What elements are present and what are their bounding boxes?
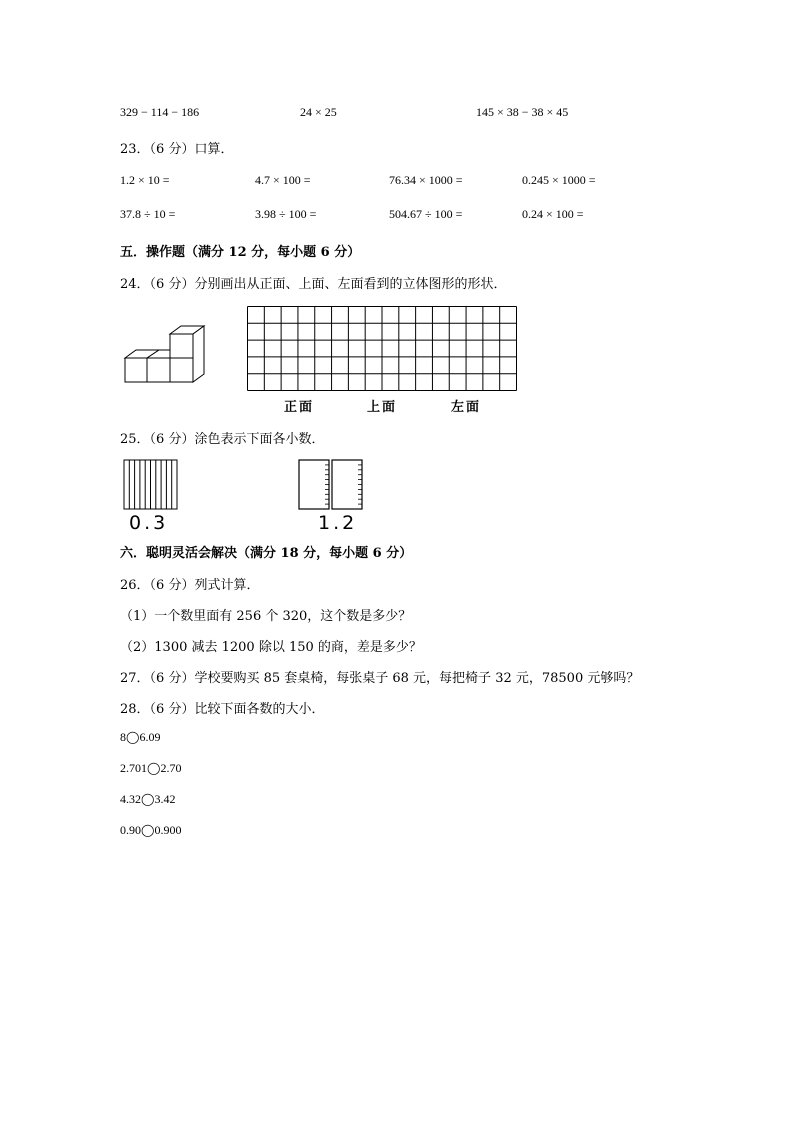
decimal-rect-1-2: [298, 459, 366, 511]
decimal-bar-0-3: [123, 459, 179, 511]
compare-row-1: [120, 730, 160, 745]
compare-right: 2.70: [160, 761, 182, 775]
compare-right: 0.900: [154, 823, 182, 837]
compare-left: 0.90: [120, 823, 141, 837]
q23-r1-c4: 0.245 × 1000 =: [522, 173, 596, 187]
compare-left: 4.32: [120, 792, 141, 806]
expression-2: 24 × 25: [300, 105, 337, 119]
compare-row-3: [120, 792, 175, 807]
compare-circle[interactable]: ◯: [141, 792, 155, 806]
question-28-title: 28．（6 分）比较下面各数的大小．: [120, 702, 325, 717]
q23-r2-c2: 3.98 ÷ 100 =: [255, 207, 317, 221]
expression-1: 329 − 114 − 186: [120, 105, 200, 119]
label-top-view: 上面: [367, 400, 398, 415]
compare-left: 8: [120, 730, 126, 744]
q23-r1-c1: 1.2 × 10 =: [120, 173, 170, 187]
question-26-title: 26．（6 分）列式计算．: [120, 578, 260, 593]
expression-3: 145 × 38 − 38 × 45: [476, 105, 569, 119]
section-6-heading: 六．聪明灵活会解决（满分 18 分，每小题 6 分）: [120, 546, 413, 561]
compare-circle[interactable]: ◯: [126, 730, 140, 744]
compare-row-4: [120, 823, 181, 838]
q23-r1-c3: 76.34 × 1000 =: [389, 173, 463, 187]
section-5-heading: 五．操作题（满分 12 分，每小题 6 分）: [120, 245, 361, 260]
q23-r2-c1: 37.8 ÷ 10 =: [120, 207, 176, 221]
label-left-view: 左面: [451, 400, 482, 415]
label-0-3: 0.3: [129, 512, 169, 534]
question-25-title: 25．（6 分）涂色表示下面各小数．: [120, 432, 325, 447]
q23-r2-c3: 504.67 ÷ 100 =: [389, 207, 463, 221]
q23-r1-c2: 4.7 × 100 =: [255, 173, 311, 187]
question-26-item-2: （2）1300 减去 1200 除以 150 的商，差是多少？: [120, 640, 422, 655]
question-24-title: 24．（6 分）分别画出从正面、上面、左面看到的立体图形的形状．: [120, 277, 507, 292]
compare-right: 3.42: [154, 792, 176, 806]
label-1-2: 1.2: [318, 512, 358, 534]
question-26-item-1: （1）一个数里面有 256 个 320，这个数是多少？: [120, 609, 412, 624]
q23-r2-c4: 0.24 × 100 =: [522, 207, 584, 221]
label-front-view: 正面: [284, 400, 315, 415]
compare-row-2: [120, 761, 181, 776]
question-27: 27．（6 分）学校要购买 85 套桌椅，每张桌子 68 元，每把椅子 32 元，78500 元够吗？: [120, 671, 640, 686]
drawing-grid: [247, 306, 517, 392]
compare-left: 2.701: [120, 761, 147, 775]
compare-right: 6.09: [139, 730, 161, 744]
compare-circle[interactable]: ◯: [141, 823, 155, 837]
question-23-title: 23．（6 分）口算．: [120, 142, 234, 157]
cube-solid-figure: [120, 330, 210, 390]
compare-circle[interactable]: ◯: [147, 761, 161, 775]
